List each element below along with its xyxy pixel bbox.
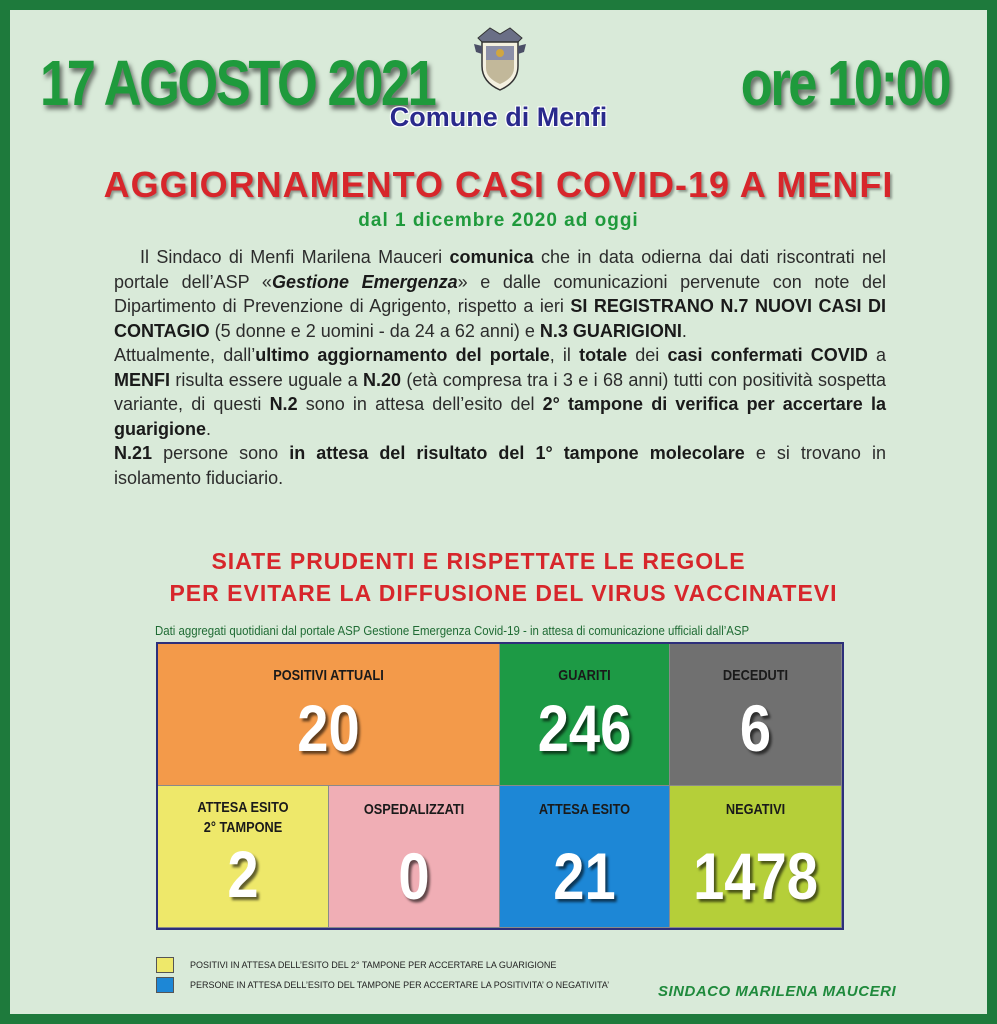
text-run: » e dalle comunicazioni pervenute con note del Dipartimento di Prevenzione di Agrigento, rispetto a ieri [114,271,887,316]
legend-text: PERSONE IN ATTESA DELL’ESITO DEL TAMPONE PER ACCERTARE LA POSITIVITA’ O NEGATIVITA’ [190,980,610,990]
stat-value: 0 [398,839,430,913]
paragraph-2 [114,343,886,441]
stat-label: ATTESA ESITO [197,799,289,816]
text-run: persone sono [152,443,290,463]
time-heading: ore 10:00 [740,47,949,119]
stat-attesa-esito [500,786,670,928]
poster [10,10,987,1014]
text-run-bold-italic: Gestione Emergenza [271,271,458,292]
text-run-bold: in attesa del risultato del 1° tampone molecolare [289,443,745,463]
paragraph-3 [114,441,886,490]
legend-text: POSITIVI IN ATTESA DELL’ESITO DEL 2° TAMPONE PER ACCERTARE LA GUARIGIONE [190,960,557,970]
page-title: AGGIORNAMENTO CASI COVID-19 A MENFI [103,164,894,205]
stat-deceduti [670,644,842,786]
stat-value: 2 [227,837,259,911]
stat-value: 21 [553,839,616,913]
source-note: Dati aggregati quotidiani dal portale ASP Gestione Emergenza Covid-19 - in attesa di comunicazione ufficiali dall’ASP [155,623,750,638]
legend-swatch-yellow [156,957,174,973]
text-run-bold: totale [579,345,628,365]
paragraph-1 [114,245,886,343]
stat-value: 1478 [693,839,818,913]
text-run-bold: N.3 GUARIGIONI [539,320,682,341]
text-run: dei [627,345,668,365]
stat-ospedalizzati [329,786,500,928]
text-run: Il Sindaco di Menfi Marilena Mauceri [140,247,450,267]
text-run-bold: ultimo aggiornamento del portale [255,345,550,365]
text-run: . [681,320,687,341]
announcement-text [114,245,886,490]
stat-negativi [670,786,842,928]
stat-label: NEGATIVI [725,801,786,818]
stat-label: 2° TAMPONE [203,819,283,836]
warning-line-1: SIATE PRUDENTI E RISPETTATE LE REGOLE [211,548,746,574]
stat-label: ATTESA ESITO [538,801,631,818]
warning-line-2: PER EVITARE LA DIFFUSIONE DEL VIRUS VACCINATEVI [169,580,838,606]
text-run: a [867,345,886,365]
stat-positivi-attuali [158,644,500,786]
text-run: (età compresa tra i 3 e i 68 anni) tutti con positività sospetta variante, di questi [114,369,887,414]
signature: SINDACO MARILENA MAUCERI [658,983,897,1000]
text-run-bold: SI REGISTRANO N.7 NUOVI CASI DI CONTAGIO [114,296,886,341]
text-run: che in data odierna dai dati riscontrati nel portale dell’ASP « [114,247,886,292]
text-run-bold: comunica [449,247,534,267]
text-run-bold: N.21 [114,443,153,463]
coat-of-arms-icon [472,26,528,92]
text-run-bold: MENFI [114,369,170,390]
text-run-bold: N.2 [269,394,298,414]
text-run-bold: casi confermati COVID [667,345,868,365]
text-run: risulta essere uguale a [170,369,363,390]
stat-label: GUARITI [558,667,611,684]
comune-name: Comune di Menfi [389,102,608,132]
legend-item [156,977,609,993]
stat-value: 246 [537,691,632,765]
legend-item [156,957,556,973]
text-run: e si trovano in isolamento fiduciario. [114,443,886,488]
text-run: Attualmente, dall’ [114,345,256,365]
text-run-bold: 2° tampone di verifica per accertare la guarigione [114,394,886,439]
text-run: sono in attesa dell’esito del [297,394,543,414]
text-run: , il [549,345,580,365]
stat-label: OSPEDALIZZATI [363,801,465,818]
date-heading: 17 AGOSTO 2021 [40,47,435,119]
stat-value: 20 [297,691,360,765]
stat-label: POSITIVI ATTUALI [273,667,384,684]
page-subtitle: dal 1 dicembre 2020 ad oggi [358,210,639,231]
text-run: . [206,418,212,439]
stat-label: DECEDUTI [722,667,789,684]
stats-grid [156,642,844,930]
stat-guariti [500,644,670,786]
stat-attesa-esito-2-tampone [158,786,329,928]
text-run-bold: N.20 [362,369,401,390]
stat-value: 6 [739,691,772,765]
text-run: (5 donne e 2 uomini - da 24 a 62 anni) e [209,320,540,341]
legend-swatch-blue [156,977,174,993]
